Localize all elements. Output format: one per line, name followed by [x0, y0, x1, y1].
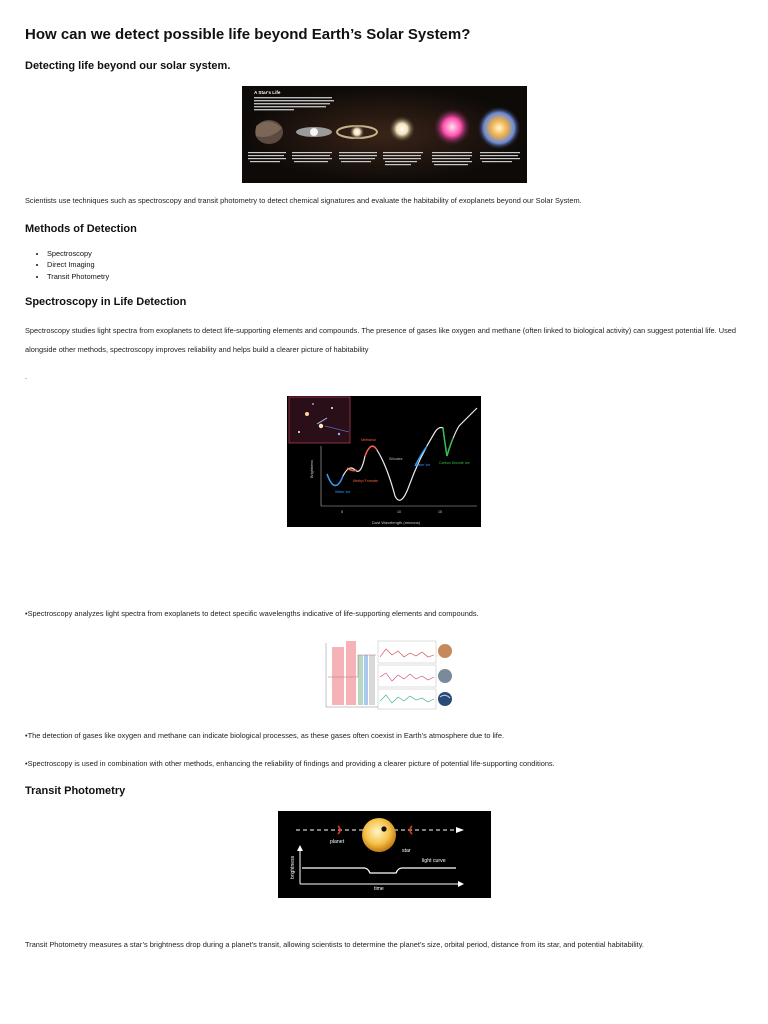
intro-text: Scientists use techniques such as spectroscopy and transit photometry to detect chemical signatures and evaluate the habitability of exoplanets beyond our Solar System.: [25, 196, 582, 205]
spectrum-tick: 10: [397, 510, 401, 514]
transit-heading: Transit Photometry: [25, 785, 126, 797]
subtitle: Detecting life beyond our solar system.: [25, 60, 231, 72]
stars-life-image: [242, 86, 527, 183]
spectroscopy-heading: Spectroscopy in Life Detection: [25, 296, 187, 308]
spectroscopy-bullet-3: •Spectroscopy is used in combination with other methods, enhancing the reliability of findings and providing a clearer picture of potential life-supporting conditions.: [25, 759, 555, 768]
light-curve-label: light curve: [422, 858, 446, 864]
list-item: • Direct Imaging: [47, 259, 109, 270]
label-methyl-formate: Methyl Formate: [353, 479, 378, 483]
label-water-ice: Water Ice: [335, 490, 351, 494]
label-methanol: Methanol: [361, 438, 376, 442]
label-co2-ice: Carbon Dioxide Ice: [439, 461, 470, 465]
spectrum-tick: 15: [438, 510, 442, 514]
spectroscopy-bullet-1: •Spectroscopy analyzes light spectra from exoplanets to detect specific wavelengths indicative of life-supporting elements and compounds.: [25, 609, 479, 618]
time-axis-label: time: [374, 886, 384, 892]
transit-paragraph: Transit Photometry measures a star’s brightness drop during a planet’s transit, allowing scientists to determine the planet’s size, orbital period, distance from its star, and potential habitability.: [25, 940, 644, 949]
brightness-axis-label: brightness: [290, 855, 296, 879]
list-item: • Transit Photometry: [47, 271, 109, 282]
methods-heading: Methods of Detection: [25, 223, 137, 235]
transit-photometry-image: [278, 811, 491, 898]
methods-list: [25, 248, 109, 282]
spectrum-image: [287, 396, 481, 527]
star-label: star: [402, 848, 411, 854]
stars-life-title: A Star's Life: [254, 90, 281, 95]
planet-label: planet: [330, 839, 345, 845]
stray-dot: .: [25, 372, 28, 381]
spectroscopy-paragraph: Spectroscopy studies light spectra from exoplanets to detect life-supporting elements and compounds. The presence of gases like oxygen and methane (often linked to biological activity) can suggest potential life. Used alongside other methods, spectroscopy improves reliability and helps build a clearer picture of habitability: [25, 326, 737, 354]
spectroscopy-bullet-2: •The detection of gases like oxygen and methane can indicate biological processes, as these gases often coexist in Earth’s atmosphere due to life.: [25, 731, 505, 740]
spectrum-tick: 5: [341, 510, 343, 514]
spectrum-y-label: Brightness: [310, 460, 314, 478]
label-water-ice-2: Water Ice: [415, 463, 431, 467]
label-silicates: Silicates: [389, 457, 403, 461]
page-title: How can we detect possible life beyond Earth’s Solar System?: [25, 26, 471, 43]
list-item: • Spectroscopy: [47, 248, 109, 259]
atmosphere-spectra-image: [318, 637, 454, 715]
spectrum-x-label: Dust Wavelength (microns): [372, 520, 421, 525]
